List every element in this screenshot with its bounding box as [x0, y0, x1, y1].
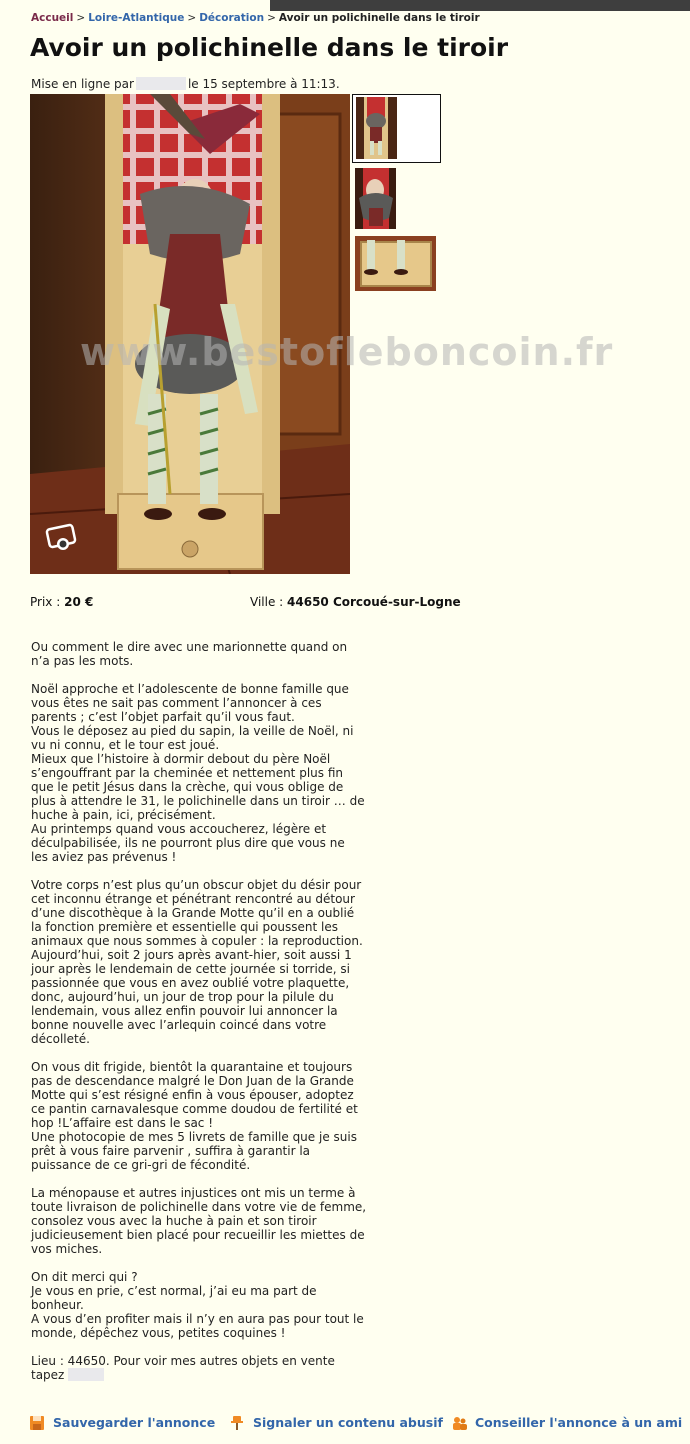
description-paragraph: Ou comment le dire avec une marionnette quand on n’a pas les mots.: [31, 640, 348, 668]
share-friend-label: Conseiller l'annonce à un ami: [475, 1415, 683, 1430]
breadcrumb-separator: >: [187, 12, 197, 24]
breadcrumb-region-link[interactable]: Loire-Atlantique: [88, 12, 185, 24]
location-text: Lieu : 44650. Pour voir mes autres objets en vente tapez: [31, 1354, 335, 1382]
city-value: 44650 Corcoué-sur-Logne: [287, 595, 461, 609]
breadcrumb-category-link[interactable]: Décoration: [199, 12, 265, 24]
posted-date: le 15 septembre à 11:13.: [187, 77, 340, 91]
price-label: Prix :: [30, 595, 61, 609]
city-label: Ville :: [250, 595, 284, 609]
pin-icon: [230, 1416, 244, 1430]
ad-actions: [30, 1415, 683, 1433]
report-abuse-link[interactable]: [230, 1415, 443, 1430]
city-info: [250, 595, 461, 609]
posted-prefix: Mise en ligne par: [31, 77, 134, 91]
save-ad-link[interactable]: [30, 1415, 215, 1430]
description-paragraph: On vous dit frigide, bientôt la quarantaine et toujours pas de descendance malgré le Don Juan de la Grande Motte qui s’est résigné enfin à vous épouser, adoptez ce pantin carnavalesque comme doudou de fertilité et hop !L’affaire est dans le sac ! Une photocopie de mes 5 livrets de famille que je suis prêt à vous faire parvenir , suffira à garantir la puissance de ce gri-gri de fécondité.: [31, 1060, 358, 1172]
seller-name-redacted: [136, 77, 186, 90]
thumbnail-2[interactable]: [355, 168, 396, 229]
price-info: [30, 595, 93, 609]
save-ad-label: Sauvegarder l'annonce: [53, 1415, 216, 1430]
breadcrumb: [31, 12, 480, 24]
ad-description: [31, 640, 383, 1396]
breadcrumb-current: Avoir un polichinelle dans le tiroir: [278, 12, 480, 24]
description-location: [31, 1354, 383, 1382]
thumbnail-1[interactable]: [356, 97, 397, 159]
redacted-seller-name: [68, 1368, 104, 1381]
ad-title: Avoir un polichinelle dans le tiroir: [30, 33, 509, 62]
breadcrumb-separator: >: [76, 12, 86, 24]
watermark: www.bestofleboncoin.fr: [80, 330, 614, 374]
save-icon: [30, 1416, 44, 1430]
friends-icon: [452, 1416, 468, 1430]
description-paragraph: Noël approche et l’adolescente de bonne famille que vous êtes ne sait pas comment l’annoncer à ces parents ; c’est l’objet parfait qu’il vous faut. Vous le déposez au pied du sapin, la veille de Noël, ni vu ni connu, et le tour est joué. Mieux que l’histoire à dormir debout du père Noël s’engouffrant par la cheminée et nettement plus fin que le petit Jésus dans la crèche, qui vous oblige de plus à attendre le 31, le polichinelle dans un tiroir … de huche à pain, ici, précisément. Au printemps quand vous accoucherez, légère et déculpabilisée, ils ne pourront plus dire que vous ne les aviez pas prévenus !: [31, 682, 365, 864]
posted-info: [31, 77, 340, 91]
report-abuse-label: Signaler un contenu abusif: [253, 1415, 443, 1430]
top-bar: [30, 0, 690, 11]
description-paragraph: On dit merci qui ? Je vous en prie, c’est normal, j’ai eu ma part de bonheur. A vous d’en profiter mais il n’y en aura pas pour tout le monde, dépêchez vous, petites coquines !: [31, 1270, 364, 1340]
breadcrumb-separator: >: [267, 12, 276, 24]
breadcrumb-home-link[interactable]: Accueil: [31, 12, 74, 24]
description-paragraph: Votre corps n’est plus qu’un obscur objet du désir pour cet inconnu étrange et pénétrant rencontré au détour d’une discothèque à la Grande Motte qu’il en a oublié la fonction première et essentielle qui poussent les animaux que nous sommes à copuler : la reproduction. Aujourd’hui, soit 2 jours après avant-hier, soit aussi 1 jour après le lendemain de cette journée si torride, si passionnée que vous en avez oublié votre plaquette, donc, aujourd’hui, un jour de trop pour la pilule du lendemain, vous allez enfin pouvoir lui annoncer la bonne nouvelle avec l’arlequin coincé dans votre décolleté.: [31, 878, 363, 1046]
description-paragraph: La ménopause et autres injustices ont mis un terme à toute livraison de polichinelle dans votre vie de femme, consolez vous avec la huche à pain et son tiroir judicieusement bien placé pour recueillir les miettes de vos miches.: [31, 1186, 367, 1256]
price-value: 20 €: [64, 595, 94, 609]
thumbnail-3[interactable]: [355, 236, 436, 291]
share-friend-link[interactable]: [452, 1415, 682, 1430]
